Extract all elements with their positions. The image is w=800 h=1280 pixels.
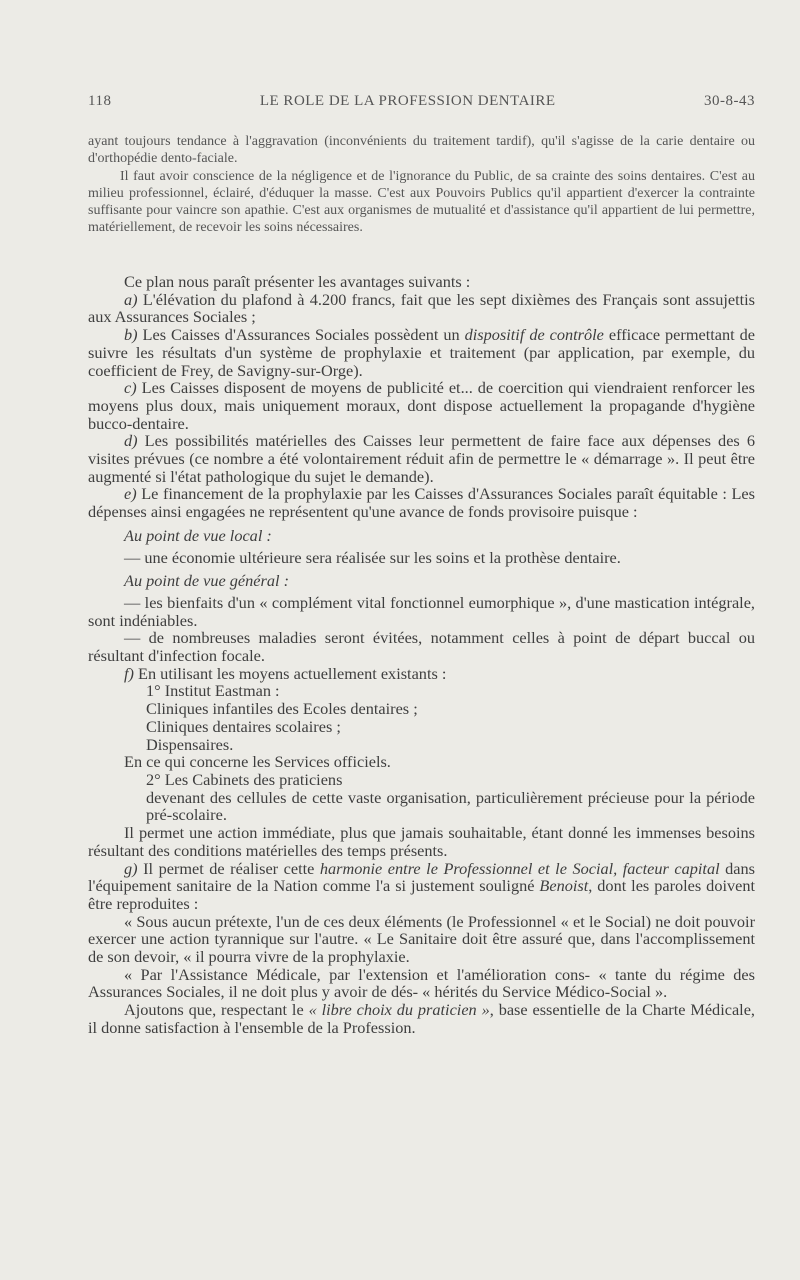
f-item-2a: devenant des cellules de cette vaste organisation, particulièrement précieuse pour la période pré-scolaire. (146, 787, 755, 825)
quote-1: « Sous aucun prétexte, l'un de ces deux éléments (le Professionnel « et le Social) ne doit pouvoir exercer une action tyrannique sur l'autre. « Le Sanitaire doit être assuré que, dans l'accomplissement de son devoir, « il pourra vivre de la prophylaxie. (88, 911, 755, 967)
general-text-2: — de nombreuses maladies seront évitées, notamment celles à point de départ buccal ou résultant d'infection focale. (88, 628, 755, 666)
point-a-text: L'élévation du plafond à 4.200 francs, fait que les sept dixièmes des Français sont assujettis aux Assurances Sociales ; (88, 289, 755, 327)
main-text (88, 273, 755, 1037)
quote-2: « Par l'Assistance Médicale, par l'extension et l'amélioration cons- « tante du régime des Assurances Sociales, il ne doit plus y avoir de dés- « hérités du Service Médico-Social ». (88, 964, 755, 1002)
running-title: LE ROLE DE LA PROFESSION DENTAIRE (259, 93, 556, 109)
small-paragraph-2: Il faut avoir conscience de la négligence et de l'ignorance du Public, de sa crainte des soins dentaires. C'est au milieu professionnel, éclairé, d'éduquer la masse. C'est aux Pouvoirs Publics qu'il appartient d'exercer la contrainte suffisante pour vaincre son apathie. C'est aux organismes de mutualité et d'assistance qu'il appartient de lui permettre, matériellement, de recevoir les soins nécessaires. (88, 168, 755, 236)
point-c (88, 379, 755, 432)
final-text-1: Ajoutons que, respectant le (124, 1000, 304, 1020)
point-a-label: a) (124, 289, 138, 309)
f-item-2: 2° Les Cabinets des praticiens (146, 769, 343, 789)
point-b (88, 326, 755, 379)
final-text-2: , base essentielle de la Charte Médicale, il donne satisfaction à l'ensemble de la Profession. (88, 1000, 755, 1037)
point-g-text-3: , dont les paroles doivent être reproduites : (88, 876, 756, 913)
point-g (88, 860, 755, 913)
point-e-label: e) (124, 484, 137, 504)
page-header (88, 93, 755, 110)
point-g-italic-2: Benoist (539, 876, 589, 896)
point-d-label: d) (124, 431, 138, 451)
point-g-text-2: dans l'équipement sanitaire de la Nation comme l'a si justement souligné (88, 858, 755, 896)
point-b-italic: dispositif de contrôle (464, 325, 604, 345)
point-b-text-2: efficace permettant de suivre les résultats d'un système de prophylaxie et traitement (par application, par exemple, du coefficient de Frey, de Savigny-sur-Orge). (88, 325, 755, 380)
page-number: 118 (88, 93, 112, 109)
f-official: En ce qui concerne les Services officiels. (124, 752, 391, 772)
small-print-section (88, 133, 755, 237)
point-b-label: b) (124, 325, 138, 345)
point-g-label: g) (124, 858, 138, 878)
f-item-1c: Dispensaires. (146, 734, 234, 754)
point-f (88, 665, 755, 683)
f-conclusion: Il permet une action immédiate, plus que jamais souhaitable, étant donné les immenses besoins résultant des conditions matérielles des temps présents. (88, 823, 755, 860)
local-heading: Au point de vue local : (124, 525, 272, 545)
general-text-1: — les bienfaits d'un « complément vital fonctionnel eumorphique », d'une mastication intégrale, sont indéniables. (88, 592, 755, 630)
f-item-1b: Cliniques dentaires scolaires ; (146, 716, 341, 736)
final-paragraph (88, 1001, 755, 1036)
point-e-text: Le financement de la prophylaxie par les Caisses d'Assurances Sociales paraît équitable : Les dépenses ainsi engagées ne représentent qu'une avance de fonds provisoire puisque : (88, 484, 755, 522)
point-c-label: c) (124, 378, 137, 398)
intro-paragraph: Ce plan nous paraît présenter les avantages suivants : (124, 272, 471, 291)
point-c-text: Les Caisses disposent de moyens de publicité et... de coercition qui viendraient renforcer les moyens plus doux, mais uniquement moraux, dont dispose actuellement la propagande d'hygiène bucco-dentaire. (88, 378, 755, 433)
f-item-1a: Cliniques infantiles des Ecoles dentaires ; (146, 699, 418, 719)
point-b-text-1: Les Caisses d'Assurances Sociales possèdent un (142, 325, 460, 345)
point-g-italic-1: harmonie entre le Professionnel et le Social, facteur capital (319, 858, 720, 878)
point-f-label: f) (124, 663, 134, 683)
general-heading: Au point de vue général : (124, 571, 290, 591)
f-item-1: 1° Institut Eastman : (146, 681, 280, 701)
point-f-text: En utilisant les moyens actuellement existants : (138, 663, 447, 683)
point-d (88, 432, 755, 485)
header-date: 30-8-43 (703, 93, 755, 109)
point-g-text-1: Il permet de réaliser cette (143, 858, 315, 878)
local-text: — une économie ultérieure sera réalisée sur les soins et la prothèse dentaire. (124, 547, 621, 567)
small-paragraph-1: ayant toujours tendance à l'aggravation (inconvénients du traitement tardif), qu'il s'agisse de la carie dentaire ou d'orthopédie dento-faciale. (88, 134, 755, 167)
point-d-text: Les possibilités matérielles des Caisses leur permettent de faire face aux dépenses des 6 visites prévues (ce nombre a été volontairement réduit afin de permettre le « démarrage ». Il peut être augmenté si l'état pathologique du sujet le demande). (88, 431, 755, 486)
final-italic: « libre choix du praticien » (308, 1000, 490, 1020)
point-a (88, 291, 755, 326)
point-e (88, 485, 755, 520)
